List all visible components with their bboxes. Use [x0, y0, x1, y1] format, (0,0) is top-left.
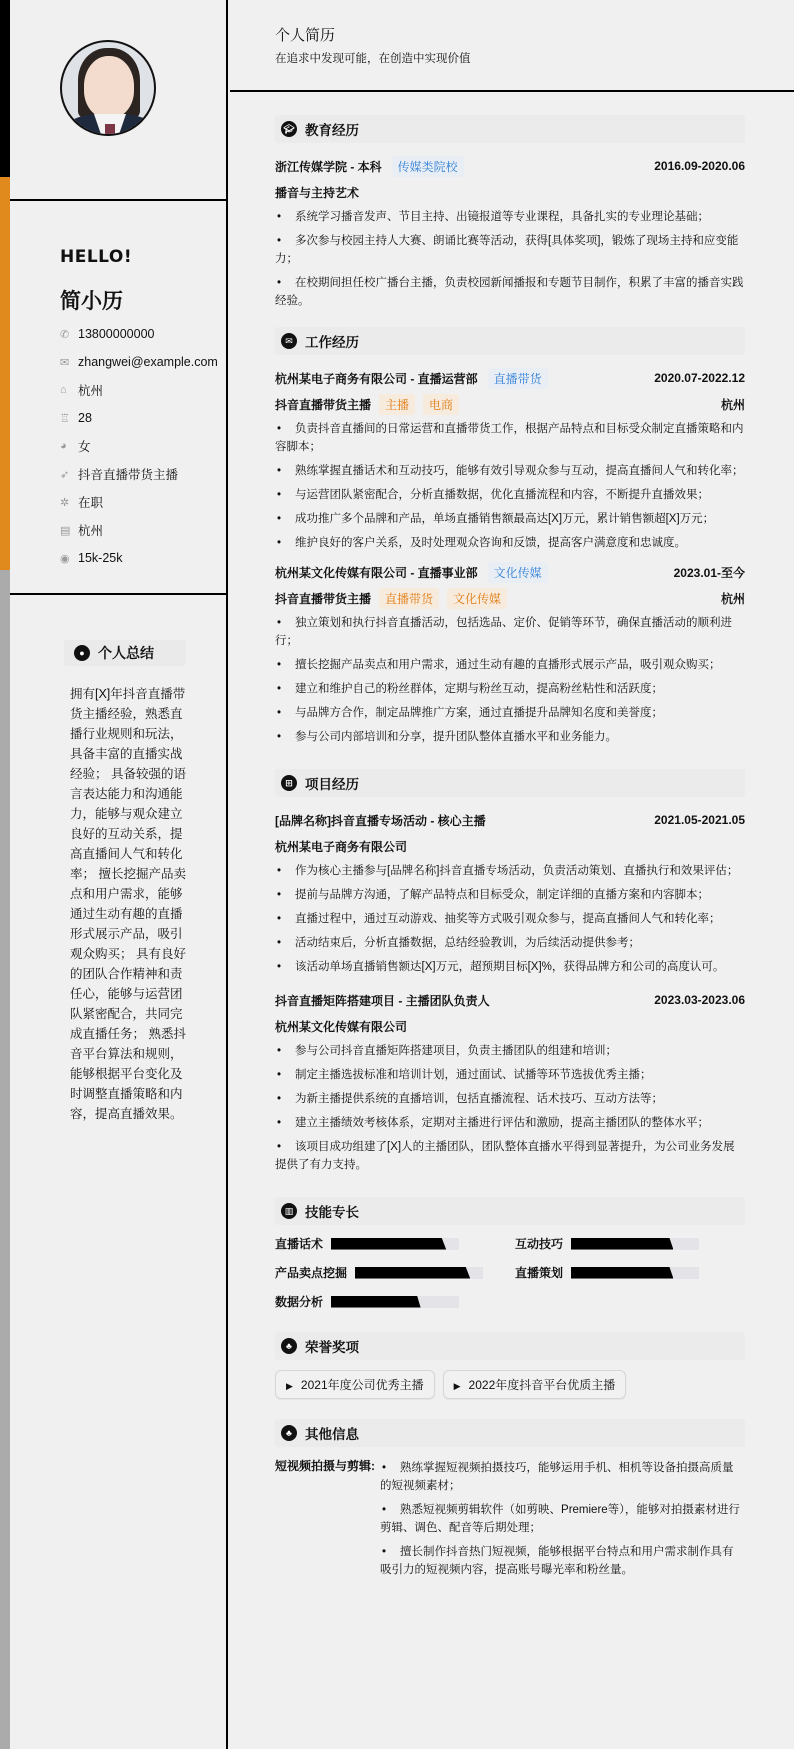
list-item: • 建立主播绩效考核体系，定期对主播进行评估和激励，提高主播团队的整体水平； [275, 1111, 745, 1135]
list-item: • 熟练掌握直播话术和互动技巧，能够有效引导观众参与互动，提高直播间人气和转化率； [275, 459, 745, 483]
main-content [230, 0, 794, 1749]
job-entry: 杭州某文化传媒有限公司 - 直播事业部 文化传媒 2023.01-至今 抖音直播带货主播 直播带货 文化传媒 杭州 • 独立策划和执行抖音直播活动，包括选品、定价、促销等环节，确保直播活动的顺利进行； • 擅长挖掘产品卖点和用户需求，通过生动有趣的直播形式展示产品，吸引观众购买； • 建立和维护自己的粉丝群体，定期与粉丝互动，提高粉丝粘性和活跃度； • 与品牌方合作，制定品牌推广方案，通过直播提升品牌知名度和美誉度； • 参与公司内部培训和分享，提升团队整体直播水平和业务能力。 [275, 559, 745, 749]
page-header [230, 0, 794, 92]
project-entry: [品牌名称]抖音直播专场活动 - 核心主播 2021.05-2021.05 杭州某电子商务有限公司 • 作为核心主播参与[品牌名称]抖音直播专场活动，负责活动策划、直播执行和效果评估； • 提前与品牌方沟通，了解产品特点和目标受众，制定详细的直播方案和内容脚本； • 直播过程中，通过互动游戏、抽奖等方式吸引观众参与，提高直播间人气和转化率； • 活动结束后，分析直播数据，总结经验教训，为后续活动提供参考； • 该活动单场直播销售额达[X]万元，超预期目标[X]%，获得品牌方和公司的高度认可。 [275, 807, 745, 979]
info-job-target: ➶ 抖音直播带货主播 [60, 468, 179, 482]
list-item: • 多次参与校园主持人大赛、朗诵比赛等活动，获得[具体奖项]，锻炼了现场主持和应变能力； [275, 229, 745, 271]
award-chip: ▶ 2022年度抖音平台优质主播 [443, 1370, 627, 1399]
award-icon: ♣ [281, 1338, 297, 1354]
list-item: • 该项目成功组建了[X]人的主播团队，团队整体直播水平得到显著提升，为公司业务发展提供了有力支持。 [275, 1135, 745, 1177]
section-heading: 🎓︎ 教育经历 [275, 115, 745, 143]
list-item: • 参与公司抖音直播矩阵搭建项目，负责主播团队的组建和培训； [275, 1039, 745, 1063]
work-section [275, 327, 745, 749]
skill-bar [571, 1238, 699, 1250]
info-status: ✲ 在职 [60, 496, 104, 510]
skill-item: 互动技巧 [515, 1235, 745, 1252]
decor-strip-gray [0, 570, 10, 1749]
projects-section [275, 769, 745, 1177]
list-item: • 在校期间担任校广播台主播，负责校园新闻播报和专题节目制作，积累了丰富的播音实践经验。 [275, 271, 745, 313]
user-icon: ● [74, 645, 90, 661]
play-icon: ▶ [453, 1381, 461, 1391]
info-email: ✉ zhangwei@example.com [60, 355, 218, 369]
candidate-name: 简小历 [60, 290, 123, 313]
play-icon: ▶ [286, 1381, 293, 1391]
divider [10, 593, 226, 595]
gender-icon: ◕ [60, 440, 67, 452]
education-row: 浙江传媒学院 - 本科 传媒类院校 2016.09-2020.06 [275, 153, 745, 179]
school-tag: 传媒类院校 [392, 156, 464, 177]
list-item: • 擅长挖掘产品卖点和用户需求，通过生动有趣的直播形式展示产品，吸引观众购买； [275, 653, 745, 677]
list-item: • 负责抖音直播间的日常运营和直播带货工作，根据产品特点和目标受众制定直播策略和内容脚本； [275, 417, 745, 459]
status-icon: ✲ [60, 496, 70, 509]
list-item: • 熟练掌握短视频拍摄技巧，能够运用手机、相机等设备拍摄高质量的短视频素材； [380, 1457, 745, 1499]
list-item: • 建立和维护自己的粉丝群体，定期与粉丝互动，提高粉丝粘性和活跃度； [275, 677, 745, 701]
summary-heading: ● 个人总结 [64, 640, 186, 666]
skill-bar [331, 1238, 459, 1250]
education-section [275, 115, 745, 313]
decor-strip-black [0, 0, 10, 177]
list-item: • 维护良好的客户关系，及时处理观众咨询和反馈，提高客户满意度和忠诚度。 [275, 531, 745, 555]
list-item: • 熟悉短视频剪辑软件（如剪映、Premiere等），能够对拍摄素材进行剪辑、调色、配音等后期处理； [380, 1499, 745, 1541]
list-item: • 直播过程中，通过互动游戏、抽奖等方式吸引观众参与，提高直播间人气和转化率； [275, 907, 745, 931]
home-icon: ⌂ [60, 384, 67, 396]
skill-bar [331, 1296, 459, 1308]
major: 播音与主持艺术 [275, 185, 360, 200]
skill-bar [571, 1267, 699, 1279]
briefcase-icon: ✉︎ [281, 333, 297, 349]
section-heading: ✉︎ 工作经历 [275, 327, 745, 355]
avatar [60, 40, 156, 136]
list-item: • 参与公司内部培训和分享，提升团队整体直播水平和业务能力。 [275, 725, 745, 749]
list-item: • 系统学习播音发声、节目主持、出镜报道等专业课程，具备扎实的专业理论基础； [275, 205, 745, 229]
job-entry: 杭州某电子商务有限公司 - 直播运营部 直播带货 2020.07-2022.12 抖音直播带货主播 主播 电商 杭州 • 负责抖音直播间的日常运营和直播带货工作，根据产品特点和目标受众制定直播策略和内容脚本； • 熟练掌握直播话术和互动技巧，能够有效引导观众参与互动，提高直播间人气和转化率； • 与运营团队紧密配合，分析直播数据，优化直播流程和内容，不断提升直播效果； • 成功推广多个品牌和产品，单场直播销售额最高达[X]万元，累计销售额超[X]万元； • 维护良好的客户关系，及时处理观众咨询和反馈，提高客户满意度和忠诚度。 [275, 365, 745, 555]
building-icon: ▤ [60, 524, 71, 537]
section-heading: ♣ 荣誉奖项 [275, 1332, 745, 1360]
education-date: 2016.09-2020.06 [654, 159, 745, 173]
grid-icon: ⊞ [281, 775, 297, 791]
info-age: ♖ 28 [60, 411, 92, 425]
hello-heading: HELLO! [60, 247, 133, 267]
other-label: 短视频拍摄与剪辑: [275, 1459, 375, 1473]
list-item: • 独立策划和执行抖音直播活动，包括选品、定价、促销等环节，确保直播活动的顺利进行； [275, 611, 745, 653]
page-subtitle: 在追求中发现可能，在创造中实现价值 [275, 53, 471, 65]
other-info-section [275, 1419, 745, 1583]
awards-section [275, 1332, 745, 1399]
mail-icon: ✉ [60, 356, 70, 369]
info-icon: ♣ [281, 1425, 297, 1441]
send-icon: ➶ [60, 468, 70, 481]
list-item: • 该活动单场直播销售额达[X]万元，超预期目标[X]%，获得品牌方和公司的高度认可。 [275, 955, 745, 979]
info-salary: ◉ 15k-25k [60, 551, 123, 565]
skill-item: 直播策划 [515, 1264, 745, 1281]
sidebar [10, 0, 228, 1749]
contact-info-list [60, 320, 230, 572]
list-item: • 成功推广多个品牌和产品，单场直播销售额最高达[X]万元，累计销售额超[X]万元； [275, 507, 745, 531]
list-item: • 擅长制作抖音热门短视频，能够根据平台特点和用户需求制作具有吸引力的短视频内容，提高账号曝光率和粉丝量。 [380, 1541, 745, 1583]
summary-text: 拥有[X]年抖音直播带货主播经验，熟悉直播行业规则和玩法，具备丰富的直播实战经验； 具备较强的语言表达能力和沟通能力，能够与观众建立良好的互动关系，提高直播间人气和转化率； 擅长挖掘产品卖点和用户需求，能够通过生动有趣的直播形式展示产品，吸引观众购买； 具有良好的团队合作精神和责任心，能够与运营团队紧密配合，共同完成直播任务； 熟悉抖音平台算法和规则，能够根据平台变化及时调整直播策略和内容，提高直播效果。 [70, 687, 186, 1121]
project-entry: 抖音直播矩阵搭建项目 - 主播团队负责人 2023.03-2023.06 杭州某文化传媒有限公司 • 参与公司抖音直播矩阵搭建项目，负责主播团队的组建和培训； • 制定主播选拔标准和培训计划，通过面试、试播等环节选拔优秀主播； • 为新主播提供系统的直播培训，包括直播流程、话术技巧、互动方法等； • 建立主播绩效考核体系，定期对主播进行评估和激励，提高主播团队的整体水平； • 该项目成功组建了[X]人的主播团队，团队整体直播水平得到显著提升，为公司业务发展提供了有力支持。 [275, 987, 745, 1177]
list-item: • 制定主播选拔标准和培训计划，通过面试、试播等环节选拔优秀主播； [275, 1063, 745, 1087]
graduation-cap-icon: 🎓︎ [281, 121, 297, 137]
section-heading: ▥ 技能专长 [275, 1197, 745, 1225]
list-item: • 提前与品牌方沟通，了解产品特点和目标受众，制定详细的直播方案和内容脚本； [275, 883, 745, 907]
page-title: 个人简历 [275, 27, 336, 44]
list-item: • 作为核心主播参与[品牌名称]抖音直播专场活动，负责活动策划、直播执行和效果评估； [275, 859, 745, 883]
list-item: • 与运营团队紧密配合，分析直播数据，优化直播流程和内容，不断提升直播效果； [275, 483, 745, 507]
info-target-city: ▤ 杭州 [60, 524, 104, 538]
phone-icon: ✆ [60, 328, 70, 341]
info-gender: ◕ 女 [60, 440, 91, 454]
list-item: • 与品牌方合作，制定品牌推广方案，通过直播提升品牌知名度和美誉度； [275, 701, 745, 725]
info-phone: ✆ 13800000000 [60, 327, 155, 341]
age-icon: ♖ [60, 412, 70, 425]
info-location: ⌂ 杭州 [60, 384, 104, 398]
salary-icon: ◉ [60, 552, 70, 565]
list-item: • 为新主播提供系统的直播培训，包括直播流程、话术技巧、互动方法等； [275, 1087, 745, 1111]
decor-strip-orange [0, 177, 10, 570]
skill-item: 数据分析 [275, 1293, 515, 1310]
skill-bar [355, 1267, 483, 1279]
education-bullets [275, 205, 745, 313]
skill-item: 产品卖点挖掘 [275, 1264, 515, 1281]
skill-item: 直播话术 [275, 1235, 515, 1252]
bar-chart-icon: ▥ [281, 1203, 297, 1219]
section-heading: ⊞ 项目经历 [275, 769, 745, 797]
section-heading: ♣ 其他信息 [275, 1419, 745, 1447]
list-item: • 活动结束后，分析直播数据，总结经验教训，为后续活动提供参考； [275, 931, 745, 955]
award-chip: ▶ 2021年度公司优秀主播 [275, 1370, 435, 1399]
skills-section [275, 1197, 745, 1310]
divider [10, 199, 226, 201]
